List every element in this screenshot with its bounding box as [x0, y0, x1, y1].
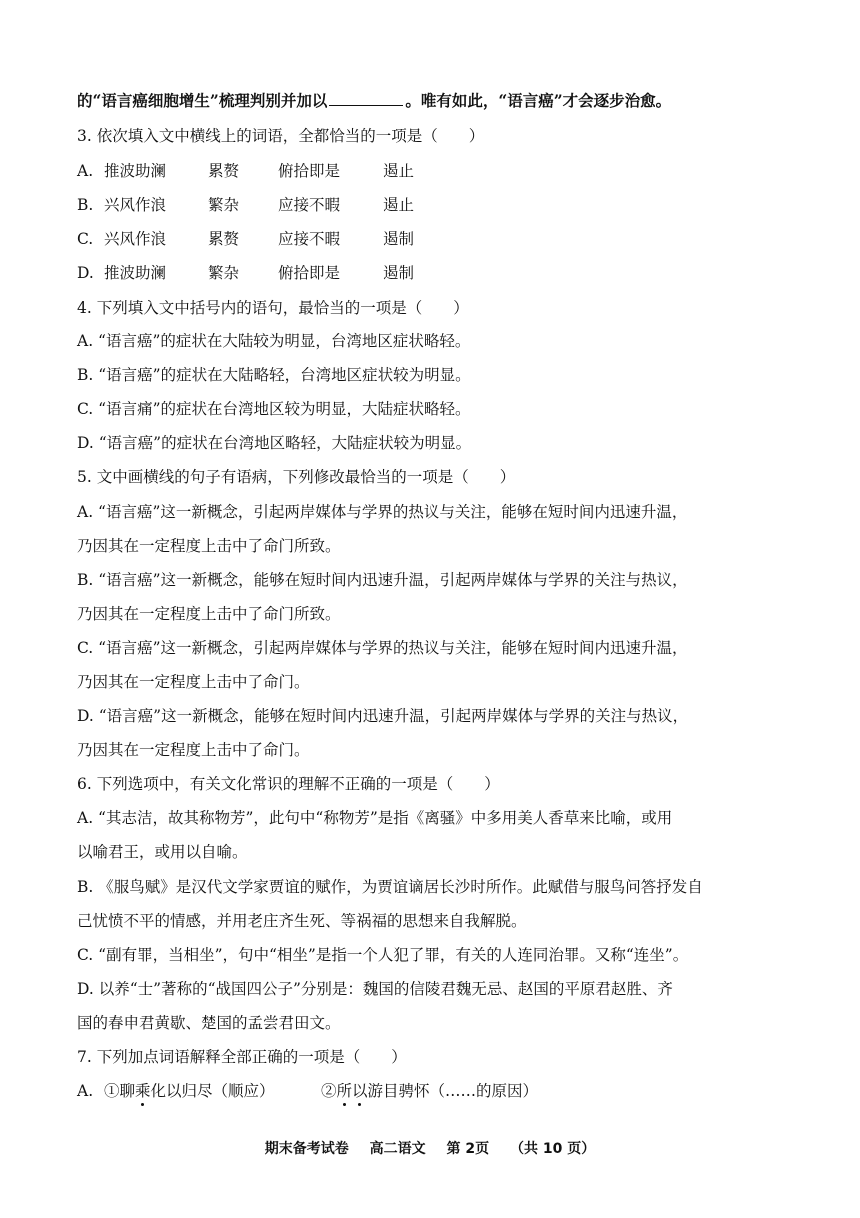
q3-option-b — [77, 194, 414, 216]
footer-exam: 期末备考试卷 — [264, 1141, 349, 1157]
option-word: 俯拾即是 — [278, 264, 341, 282]
option-label: B. — [77, 196, 94, 214]
option-label: A. — [77, 1082, 94, 1100]
item-text: 化以归尽（顺应） — [150, 1082, 275, 1100]
option-word: 累赘 — [208, 230, 240, 248]
q6-option-a-line2: 以喻君王，或用以自喻。 — [77, 843, 248, 861]
question-5: 5. 文中画横线的句子有语病，下列修改最恰当的一项是（ ） — [77, 468, 516, 486]
fill-blank — [329, 91, 403, 106]
q5-option-d-line2: 乃因其在一定程度上击中了命门。 — [77, 741, 310, 759]
q5-option-d-line1: D. “语言癌”这一新概念，能够在短时间内迅速升温，引起两岸媒体与学界的关注与热议， — [77, 707, 689, 725]
item-text: 聊 — [119, 1082, 136, 1100]
option-word: 累赘 — [208, 162, 240, 180]
q5-option-a-line1: A. “语言癌”这一新概念，引起两岸媒体与学界的热议与关注，能够在短时间内迅速升温， — [77, 503, 688, 521]
q5-option-c-line2: 乃因其在一定程度上击中了命门。 — [77, 673, 310, 691]
q6-option-c: C. “副有罪，当相坐”，句中“相坐”是指一个人犯了罪，有关的人连同治罪。又称“连坐”。 — [77, 946, 689, 964]
q5-option-c-line1: C. “语言癌”这一新概念，引起两岸媒体与学界的热议与关注，能够在短时间内迅速升温， — [77, 639, 688, 657]
item-number: ① — [104, 1082, 120, 1100]
q4-option-b: B. “语言癌”的症状在大陆略轻，台湾地区症状较为明显。 — [77, 366, 471, 384]
option-label: C. — [77, 230, 94, 248]
q4-option-c: C. “语言痛”的症状在台湾地区较为明显，大陆症状略轻。 — [77, 400, 471, 418]
dotted-char: 所 — [336, 1082, 353, 1100]
option-word: 兴风作浪 — [104, 196, 167, 214]
option-word: 遏止 — [383, 162, 415, 180]
intro-after: 。唯有如此，“语言癌”才会逐步治愈。 — [405, 91, 672, 110]
q5-option-a-line2: 乃因其在一定程度上击中了命门所致。 — [77, 537, 341, 555]
option-word: 遏制 — [383, 230, 415, 248]
item-text: 游目骋怀（……的原因） — [367, 1082, 539, 1100]
option-word: 遏止 — [383, 196, 415, 214]
q4-option-a: A. “语言癌”的症状在大陆较为明显，台湾地区症状略轻。 — [77, 332, 471, 350]
question-3: 3. 依次填入文中横线上的词语，全都恰当的一项是（ ） — [77, 127, 485, 145]
footer-page: 第 2页 — [446, 1141, 490, 1157]
intro-before: 的“语言癌细胞增生”梳理判别并加以 — [77, 91, 328, 110]
option-word: 遏制 — [383, 264, 415, 282]
option-word: 繁杂 — [208, 196, 240, 214]
page-footer — [0, 1138, 860, 1158]
dotted-char: 以 — [352, 1082, 368, 1100]
q5-option-b-line2: 乃因其在一定程度上击中了命门所致。 — [77, 605, 341, 623]
q7-option-a — [77, 1080, 538, 1102]
option-word: 应接不暇 — [278, 230, 341, 248]
q3-option-a — [77, 160, 414, 182]
option-word: 繁杂 — [208, 264, 240, 282]
q6-option-b-line1: B. 《服鸟赋》是汉代文学家贾谊的赋作，为贾谊谪居长沙时所作。此赋借与服鸟问答抒发自 — [77, 878, 703, 896]
option-word: 兴风作浪 — [104, 230, 167, 248]
dotted-char: 乘 — [135, 1082, 151, 1100]
question-4: 4. 下列填入文中括号内的语句，最恰当的一项是（ ） — [77, 299, 469, 317]
option-label: D. — [77, 264, 94, 282]
question-6: 6. 下列选项中，有关文化常识的理解不正确的一项是（ ） — [77, 775, 500, 793]
footer-total: （共 10 页） — [510, 1141, 596, 1157]
q7-item-1 — [104, 1080, 321, 1102]
option-word: 俯拾即是 — [278, 162, 341, 180]
q6-option-a-line1: A. “其志洁，故其称物芳”，此句中“称物芳”是指《离骚》中多用美人香草来比喻，或用 — [77, 809, 673, 827]
option-word: 应接不暇 — [278, 196, 341, 214]
question-7: 7. 下列加点词语解释全部正确的一项是（ ） — [77, 1048, 407, 1066]
q7-item-2 — [321, 1082, 538, 1100]
q6-option-b-line2: 己忧愤不平的情感，并用老庄齐生死、等祸福的思想来自我解脱。 — [77, 912, 527, 930]
q3-option-d — [77, 262, 414, 284]
item-number: ② — [321, 1082, 337, 1100]
q5-option-b-line1: B. “语言癌”这一新概念，能够在短时间内迅速升温，引起两岸媒体与学界的关注与热议， — [77, 571, 688, 589]
option-word: 推波助澜 — [104, 264, 167, 282]
q6-option-d-line1: D. 以养“士”著称的“战国四公子”分别是：魏国的信陵君魏无忌、赵国的平原君赵胜、齐 — [77, 980, 673, 998]
intro-line — [77, 90, 671, 112]
footer-subject: 高二语文 — [369, 1141, 426, 1157]
option-label: A. — [77, 162, 94, 180]
q6-option-d-line2: 国的春申君黄歇、楚国的孟尝君田文。 — [77, 1014, 341, 1032]
q4-option-d: D. “语言癌”的症状在台湾地区略轻，大陆症状较为明显。 — [77, 434, 472, 452]
q3-option-c — [77, 228, 414, 250]
option-word: 推波助澜 — [104, 162, 167, 180]
